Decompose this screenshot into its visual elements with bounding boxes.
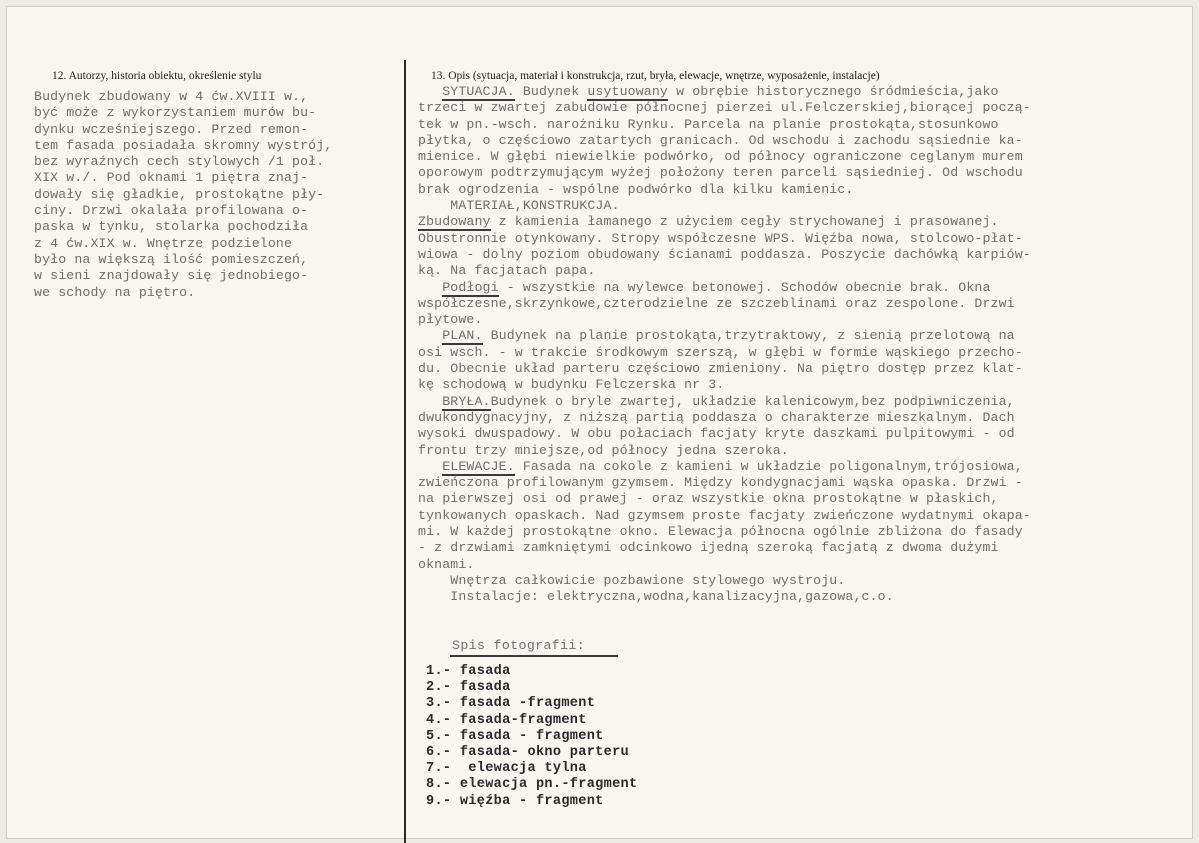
history-line: było na większą ilość pomieszczeń,: [34, 251, 309, 267]
history-line: być może z wykorzystaniem murów bu-: [34, 105, 317, 121]
interiors-text: Wnętrza całkowicie pozbawione stylowego wystroju.: [450, 572, 846, 588]
history-line: w sieni znajdowały się jednobiego-: [34, 268, 309, 284]
description-line: zwieńczona profilowanym gzymsem. Między kondygnacjami wąska opaska. Drzwi -: [418, 475, 1023, 491]
interiors-line: [418, 573, 1031, 589]
column-divider: [404, 60, 406, 843]
description-line: brak ogrodzenia - wspólne podwórko dla kilku kamienic.: [418, 181, 854, 197]
description-line: płytowe.: [418, 312, 483, 328]
history-line: we schody na piętro.: [34, 284, 196, 300]
description-line: trzeci w zwartej zabudowie północnej pierzei ul.Felczerskiej,biorącej począ-: [418, 100, 1031, 116]
keyword-podlogi: Podłogi: [442, 279, 499, 295]
description-line: współczesne,skrzynkowe,czterodzielne ze szczeblinami oraz zespolone. Drzwi: [418, 295, 1015, 311]
header-authors-history: 12. Autorzy, historia obiektu, określenie stylu: [52, 70, 262, 82]
material-first-line: Zbudowany z kamienia łamanego z użyciem cegły strychowanej i prasowanej.: [418, 214, 999, 230]
sytuacja-first-line: SYTUACJA. Budynek usytuowany w obrębie historycznego śródmieścia,jako: [442, 84, 999, 99]
description-line: na pierwszej osi od prawej - oraz wszystkie okna prostokątne w płaskich,: [418, 491, 999, 507]
header-description: 13. Opis (sytuacja, materiał i konstrukcja, rzut, bryła, elewacje, wnętrze, wyposażenie, instalacje): [431, 70, 880, 82]
history-line: XIX w./. Pod oknami 1 piętra znaj-: [34, 170, 309, 186]
description-line: osi wsch. - w trakcie środkowym szerszą, w głębi w formie wąskiego przecho-: [418, 344, 1023, 360]
photo-list-item: 1.- fasada: [426, 664, 511, 679]
description-line: oknami.: [418, 556, 475, 572]
photo-list-item: 9.- więźba - fragment: [426, 793, 604, 809]
section-heading-plan: PLAN.: [442, 328, 483, 344]
description-line: mi. W każdej prostokątne okno. Elewacja północna ogólnie zbliżona do fasady: [418, 524, 1023, 540]
section-heading-material-line: [418, 198, 1031, 214]
photo-list: [426, 664, 637, 810]
installations-text: Instalacje: elektryczna,wodna,kanalizacyjna,gazowa,c.o.: [450, 589, 894, 605]
photo-list-item: 2.- fasada: [426, 680, 511, 696]
photo-list-heading: Spis fotografii:: [452, 638, 586, 653]
description-line: dwukondygnacyjny, z niższą partią poddasza o charakterze mieszkalnym. Dach: [418, 409, 1015, 425]
keyword-usytuowany: usytuowany: [587, 84, 668, 99]
photo-list-item: 4.- fasada-fragment: [426, 712, 587, 728]
description-line: kę schodową w budynku Felczerska nr 3.: [418, 377, 725, 393]
history-line: tem fasada posiadała skromny wystrój,: [34, 137, 333, 153]
section-heading-bryla: BRYŁA.: [442, 393, 491, 409]
description-line: mienice. W głębi niewielkie podwórko, od północy ograniczone ceglanym murem: [418, 149, 1023, 165]
photo-list-item: 8.- elewacja pn.-fragment: [426, 777, 638, 793]
history-line: bez wyraźnych cech stylowych /1 poł.: [34, 154, 325, 170]
history-line: dowały się gładkie, prostokątne pły-: [34, 186, 325, 202]
keyword-zbudowany: Zbudowany: [418, 214, 491, 230]
bryla-first-line: BRYŁA.Budynek o bryle zwartej, układzie kalenicowym,bez podpiwniczenia,: [442, 393, 1015, 409]
photo-list-item: 3.- fasada -fragment: [426, 696, 596, 712]
section-heading-material: MATERIAŁ,KONSTRUKCJA.: [450, 198, 620, 214]
description-line: Obustronnie otynkowany. Stropy współczesne WPS. Więźba nowa, stolcowo-płat-: [418, 230, 1023, 246]
description-line: - z drzwiami zamkniętymi odcinkowo ijedną szeroką facjatą z dwoma dużymi: [418, 540, 999, 556]
photo-list-item: 7.- elewacja tylna: [426, 761, 587, 777]
description-text: [418, 84, 1031, 606]
plan-first-line: PLAN. Budynek na planie prostokąta,trzytraktowy, z sienią przelotową na: [442, 328, 1015, 344]
description-line: frontu trzy mniejsze,od północy jedna szeroka.: [418, 442, 789, 458]
history-text: [34, 89, 332, 301]
history-line: paska w tynku, stolarka pochodziła: [34, 219, 309, 235]
elewacje-first-line: ELEWACJE. Fasada na cokole z kamieni w układzie poligonalnym,trójosiowa,: [442, 458, 1023, 474]
description-line: du. Obecnie układ parteru częściowo zmieniony. Na piętro dostęp przez klat-: [418, 361, 1023, 377]
description-line: wysoki dwuspadowy. W obu połaciach facjaty kryte daszkami pulpitowymi - od: [418, 426, 1015, 442]
installations-line: [418, 589, 1031, 605]
description-line: płytka, o częściowo zatartych granicach. Od wschodu i zachodu sąsiednie ka-: [418, 132, 1023, 148]
photo-list-heading-underline: [450, 655, 618, 657]
description-line: oporowym podtrzymującym wyżej położony teren parceli sąsiedniej. Od wschodu: [418, 165, 1023, 181]
section-heading-sytuacja: SYTUACJA.: [442, 84, 515, 99]
photo-list-item: 6.- fasada- okno parteru: [426, 745, 629, 761]
history-line: dynku wcześniejszego. Przed remon-: [34, 121, 309, 137]
history-line: Budynek zbudowany w 4 ćw.XVIII w.,: [34, 89, 309, 104]
podlogi-first-line: Podłogi - wszystkie na wylewce betonowej. Schodów obecnie brak. Okna: [442, 279, 991, 295]
description-line: wiowa - dolny poziom obudowany ścianami poddasza. Poszycie dachówką karpiów-: [418, 246, 1031, 262]
description-line: ką. Na facjatach papa.: [418, 263, 596, 279]
description-line: tynkowanych opaskach. Nad gzymsem proste facjaty zwieńczone wydatnymi okapa-: [418, 507, 1031, 523]
photo-list-item: 5.- fasada - fragment: [426, 728, 604, 744]
section-heading-elewacje: ELEWACJE.: [442, 458, 515, 474]
description-line: tek w pn.-wsch. narożniku Rynku. Parcela na planie prostokąta,stosunkowo: [418, 116, 999, 132]
history-line: ciny. Drzwi okalała profilowana o-: [34, 203, 309, 219]
history-line: z 4 ćw.XIX w. Wnętrze podzielone: [34, 235, 293, 251]
